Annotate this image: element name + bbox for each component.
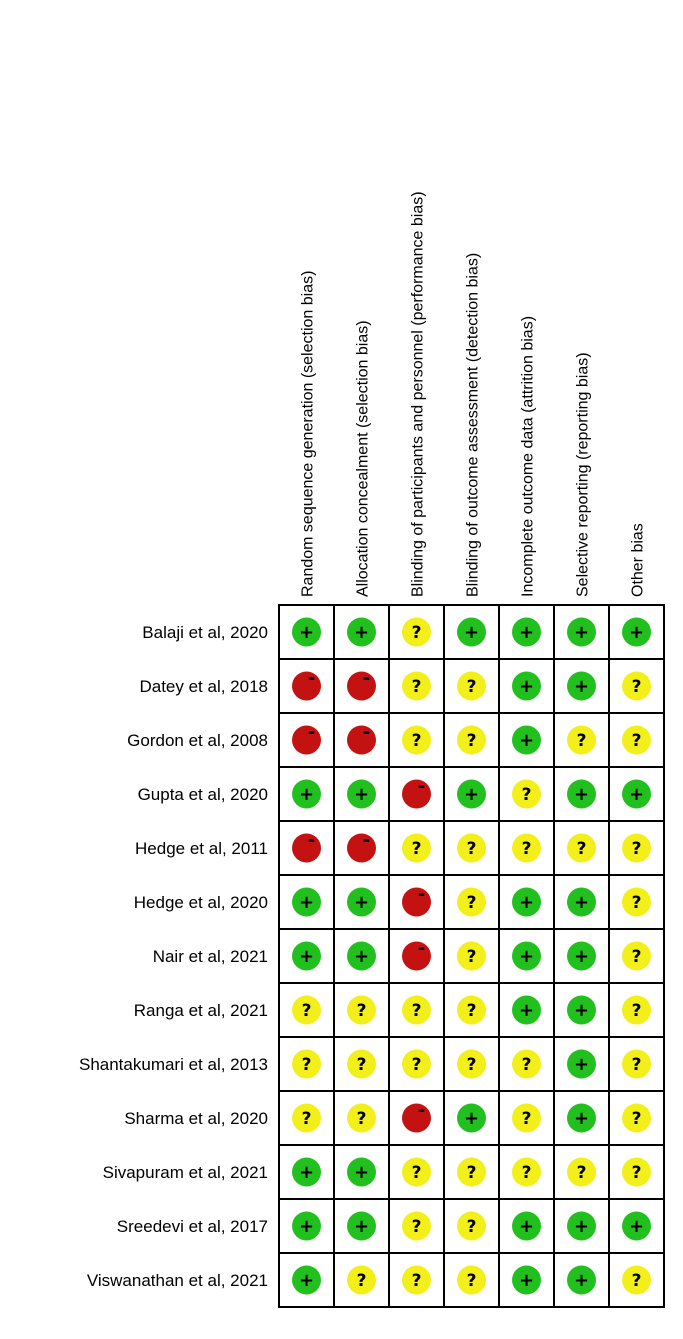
rating-minus-symbol: -: [417, 884, 426, 905]
rating-minus-circle: [402, 1104, 431, 1133]
rating-cell: [554, 1091, 609, 1145]
rating-cell: [279, 1091, 334, 1145]
rating-minus-circle: [347, 672, 376, 701]
rating-plus-symbol: +: [573, 1270, 590, 1291]
rating-question-symbol: ?: [356, 1109, 367, 1129]
rating-question-symbol: ?: [521, 1163, 532, 1183]
study-label: Nair et al, 2021: [152, 947, 268, 966]
rating-plus-symbol: +: [298, 1216, 315, 1237]
rating-cell: [334, 605, 389, 659]
rating-plus-symbol: +: [298, 892, 315, 913]
rating-plus-symbol: +: [573, 892, 590, 913]
rating-cell: [609, 767, 664, 821]
rating-cell: [554, 1253, 609, 1307]
rating-question-symbol: ?: [356, 1001, 367, 1021]
column-label-3: Blinding of participants and personnel (performance bias): [409, 191, 427, 597]
rating-plus-symbol: +: [518, 730, 535, 751]
rating-plus-symbol: +: [573, 622, 590, 643]
rating-question-symbol: ?: [466, 1217, 477, 1237]
rating-question-symbol: ?: [411, 1217, 422, 1237]
rating-grid: [279, 605, 664, 1307]
column-label-5: Incomplete outcome data (attrition bias): [519, 315, 537, 597]
rating-plus-symbol: +: [298, 946, 315, 967]
rating-plus-symbol: +: [353, 1162, 370, 1183]
rating-cell: [609, 821, 664, 875]
rating-question-symbol: ?: [466, 947, 477, 967]
study-label: Balaji et al, 2020: [142, 623, 268, 642]
rating-cell: [499, 875, 554, 929]
rating-cell: [554, 1145, 609, 1199]
study-label: Sharma et al, 2020: [124, 1109, 268, 1128]
rating-cell: [279, 767, 334, 821]
rating-cell: [334, 1145, 389, 1199]
rating-minus-circle: [292, 834, 321, 863]
column-labels: [300, 191, 647, 597]
rating-cell: [444, 1253, 499, 1307]
rating-plus-symbol: +: [353, 784, 370, 805]
rating-cell: [279, 1037, 334, 1091]
rating-cell: [279, 1199, 334, 1253]
rating-minus-symbol: -: [307, 668, 316, 689]
rating-plus-symbol: +: [353, 1216, 370, 1237]
rating-cell: [499, 1145, 554, 1199]
rating-plus-symbol: +: [518, 1216, 535, 1237]
rating-question-symbol: ?: [576, 1163, 587, 1183]
rating-cell: [279, 929, 334, 983]
study-label: Ranga et al, 2021: [133, 1001, 268, 1020]
study-label: Hedge et al, 2011: [135, 839, 268, 858]
rating-minus-symbol: -: [362, 830, 371, 851]
rating-cell: [554, 767, 609, 821]
study-label: Datey et al, 2018: [139, 677, 268, 696]
rating-cell: [334, 1091, 389, 1145]
rating-plus-symbol: +: [573, 784, 590, 805]
rating-question-symbol: ?: [411, 1163, 422, 1183]
rating-cell: [554, 821, 609, 875]
rating-question-symbol: ?: [301, 1055, 312, 1075]
rating-plus-symbol: +: [518, 1000, 535, 1021]
rating-cell: [554, 875, 609, 929]
rating-minus-symbol: -: [417, 1100, 426, 1121]
rating-cell: [444, 821, 499, 875]
rating-minus-circle: [402, 942, 431, 971]
rating-cell: [554, 1037, 609, 1091]
rating-cell: [444, 659, 499, 713]
rating-minus-symbol: -: [362, 722, 371, 743]
rating-cell: [609, 929, 664, 983]
rating-question-symbol: ?: [521, 785, 532, 805]
rating-question-symbol: ?: [576, 839, 587, 859]
rating-cell: [389, 1145, 444, 1199]
rating-question-symbol: ?: [411, 1055, 422, 1075]
rating-plus-symbol: +: [573, 946, 590, 967]
rating-cell: [554, 1199, 609, 1253]
rating-question-symbol: ?: [356, 1055, 367, 1075]
study-label: Gordon et al, 2008: [127, 731, 268, 750]
rating-minus-circle: [402, 888, 431, 917]
rating-cell: [444, 1145, 499, 1199]
rating-question-symbol: ?: [466, 893, 477, 913]
rating-cell: [499, 1037, 554, 1091]
rating-cell: [389, 713, 444, 767]
rating-question-symbol: ?: [631, 677, 642, 697]
rating-cell: [554, 983, 609, 1037]
rating-cell: [499, 659, 554, 713]
study-label: Sivapuram et al, 2021: [102, 1163, 268, 1182]
rating-cell: [389, 821, 444, 875]
rating-minus-circle: [402, 780, 431, 809]
rating-cell: [499, 983, 554, 1037]
rating-plus-symbol: +: [573, 1216, 590, 1237]
rating-question-symbol: ?: [521, 1109, 532, 1129]
rating-question-symbol: ?: [631, 947, 642, 967]
rating-cell: [279, 1253, 334, 1307]
rating-cell: [609, 875, 664, 929]
rating-minus-symbol: -: [417, 776, 426, 797]
rating-plus-symbol: +: [463, 622, 480, 643]
rating-question-symbol: ?: [631, 731, 642, 751]
rating-question-symbol: ?: [411, 1271, 422, 1291]
study-label: Viswanathan et al, 2021: [86, 1271, 268, 1290]
rating-cell: [279, 1145, 334, 1199]
rating-cell: [609, 1091, 664, 1145]
rating-cell: [499, 605, 554, 659]
rating-cell: [499, 767, 554, 821]
rating-plus-symbol: +: [463, 1108, 480, 1129]
rating-cell: [334, 875, 389, 929]
rating-minus-circle: [347, 726, 376, 755]
rating-question-symbol: ?: [631, 1055, 642, 1075]
rating-plus-symbol: +: [628, 784, 645, 805]
rating-cell: [609, 605, 664, 659]
column-label-2: Allocation concealment (selection bias): [354, 320, 372, 597]
rating-plus-symbol: +: [353, 622, 370, 643]
rating-cell: [609, 659, 664, 713]
rating-question-symbol: ?: [631, 1001, 642, 1021]
rating-question-symbol: ?: [466, 677, 477, 697]
rating-minus-circle: [292, 672, 321, 701]
rating-plus-symbol: +: [298, 784, 315, 805]
rating-question-symbol: ?: [631, 839, 642, 859]
rating-question-symbol: ?: [466, 1163, 477, 1183]
rating-plus-symbol: +: [463, 784, 480, 805]
rating-cell: [334, 983, 389, 1037]
rating-cell: [334, 929, 389, 983]
rating-cell: [389, 1037, 444, 1091]
rating-cell: [279, 605, 334, 659]
rating-question-symbol: ?: [356, 1271, 367, 1291]
rating-cell: [499, 929, 554, 983]
rating-cell: [334, 713, 389, 767]
rating-cell: [444, 875, 499, 929]
rating-question-symbol: ?: [466, 731, 477, 751]
rating-cell: [389, 929, 444, 983]
rating-cell: [609, 713, 664, 767]
rating-minus-circle: [292, 726, 321, 755]
rating-plus-symbol: +: [573, 1000, 590, 1021]
rating-cell: [389, 1253, 444, 1307]
rating-cell: [609, 1199, 664, 1253]
rating-plus-symbol: +: [518, 676, 535, 697]
rating-question-symbol: ?: [631, 893, 642, 913]
rating-cell: [389, 767, 444, 821]
rating-cell: [279, 713, 334, 767]
rating-cell: [334, 1253, 389, 1307]
rating-plus-symbol: +: [518, 946, 535, 967]
rating-cell: [279, 659, 334, 713]
rating-question-symbol: ?: [411, 839, 422, 859]
rating-plus-symbol: +: [518, 1270, 535, 1291]
rating-question-symbol: ?: [521, 839, 532, 859]
rating-question-symbol: ?: [411, 623, 422, 643]
rating-cell: [389, 1199, 444, 1253]
rating-plus-symbol: +: [298, 1162, 315, 1183]
rating-question-symbol: ?: [411, 677, 422, 697]
rating-cell: [609, 1037, 664, 1091]
rating-plus-symbol: +: [628, 1216, 645, 1237]
rating-cell: [389, 1091, 444, 1145]
rating-cell: [444, 605, 499, 659]
rating-cell: [609, 983, 664, 1037]
rating-question-symbol: ?: [301, 1109, 312, 1129]
rating-question-symbol: ?: [631, 1163, 642, 1183]
rating-plus-symbol: +: [518, 622, 535, 643]
rating-plus-symbol: +: [353, 946, 370, 967]
rating-cell: [554, 605, 609, 659]
rating-cell: [499, 713, 554, 767]
rating-cell: [444, 929, 499, 983]
rating-minus-symbol: -: [307, 830, 316, 851]
rating-cell: [554, 929, 609, 983]
rating-question-symbol: ?: [631, 1271, 642, 1291]
rating-cell: [554, 659, 609, 713]
rating-plus-symbol: +: [573, 1108, 590, 1129]
rating-minus-symbol: -: [307, 722, 316, 743]
rating-plus-symbol: +: [353, 892, 370, 913]
study-label: Sreedevi et al, 2017: [116, 1217, 268, 1236]
rating-cell: [334, 659, 389, 713]
rating-cell: [279, 983, 334, 1037]
column-label-4: Blinding of outcome assessment (detection bias): [464, 252, 482, 597]
rating-question-symbol: ?: [411, 1001, 422, 1021]
rating-cell: [334, 821, 389, 875]
rating-cell: [499, 1091, 554, 1145]
rating-cell: [389, 983, 444, 1037]
row-labels: [79, 623, 268, 1290]
rating-question-symbol: ?: [576, 731, 587, 751]
study-label: Shantakumari et al, 2013: [78, 1055, 268, 1074]
rating-cell: [499, 1199, 554, 1253]
rating-cell: [389, 659, 444, 713]
rating-cell: [334, 1199, 389, 1253]
rating-cell: [279, 821, 334, 875]
rating-cell: [279, 875, 334, 929]
rating-cell: [444, 713, 499, 767]
column-label-6: Selective reporting (reporting bias): [574, 352, 592, 597]
rating-minus-symbol: -: [417, 938, 426, 959]
rating-cell: [444, 1037, 499, 1091]
rating-plus-symbol: +: [573, 676, 590, 697]
study-label: Hedge et al, 2020: [133, 893, 268, 912]
column-label-7: Other bias: [629, 523, 647, 597]
rating-cell: [554, 713, 609, 767]
rating-plus-symbol: +: [518, 892, 535, 913]
rating-question-symbol: ?: [631, 1109, 642, 1129]
rating-cell: [389, 875, 444, 929]
rating-cell: [334, 767, 389, 821]
rating-minus-symbol: -: [362, 668, 371, 689]
rating-question-symbol: ?: [466, 839, 477, 859]
rating-cell: [444, 1199, 499, 1253]
rating-plus-symbol: +: [573, 1054, 590, 1075]
rating-cell: [499, 1253, 554, 1307]
rating-plus-symbol: +: [628, 622, 645, 643]
rating-question-symbol: ?: [411, 731, 422, 751]
rating-plus-symbol: +: [298, 622, 315, 643]
rating-cell: [444, 767, 499, 821]
rating-cell: [444, 983, 499, 1037]
rating-cell: [334, 1037, 389, 1091]
rating-cell: [499, 821, 554, 875]
study-label: Gupta et al, 2020: [137, 785, 268, 804]
rating-cell: [609, 1253, 664, 1307]
rating-cell: [389, 605, 444, 659]
rating-minus-circle: [347, 834, 376, 863]
rating-question-symbol: ?: [466, 1055, 477, 1075]
column-label-1: Random sequence generation (selection bias): [299, 270, 317, 597]
rating-cell: [444, 1091, 499, 1145]
rating-question-symbol: ?: [301, 1001, 312, 1021]
rating-plus-symbol: +: [298, 1270, 315, 1291]
rating-question-symbol: ?: [521, 1055, 532, 1075]
rating-question-symbol: ?: [466, 1271, 477, 1291]
rating-question-symbol: ?: [466, 1001, 477, 1021]
rating-cell: [609, 1145, 664, 1199]
